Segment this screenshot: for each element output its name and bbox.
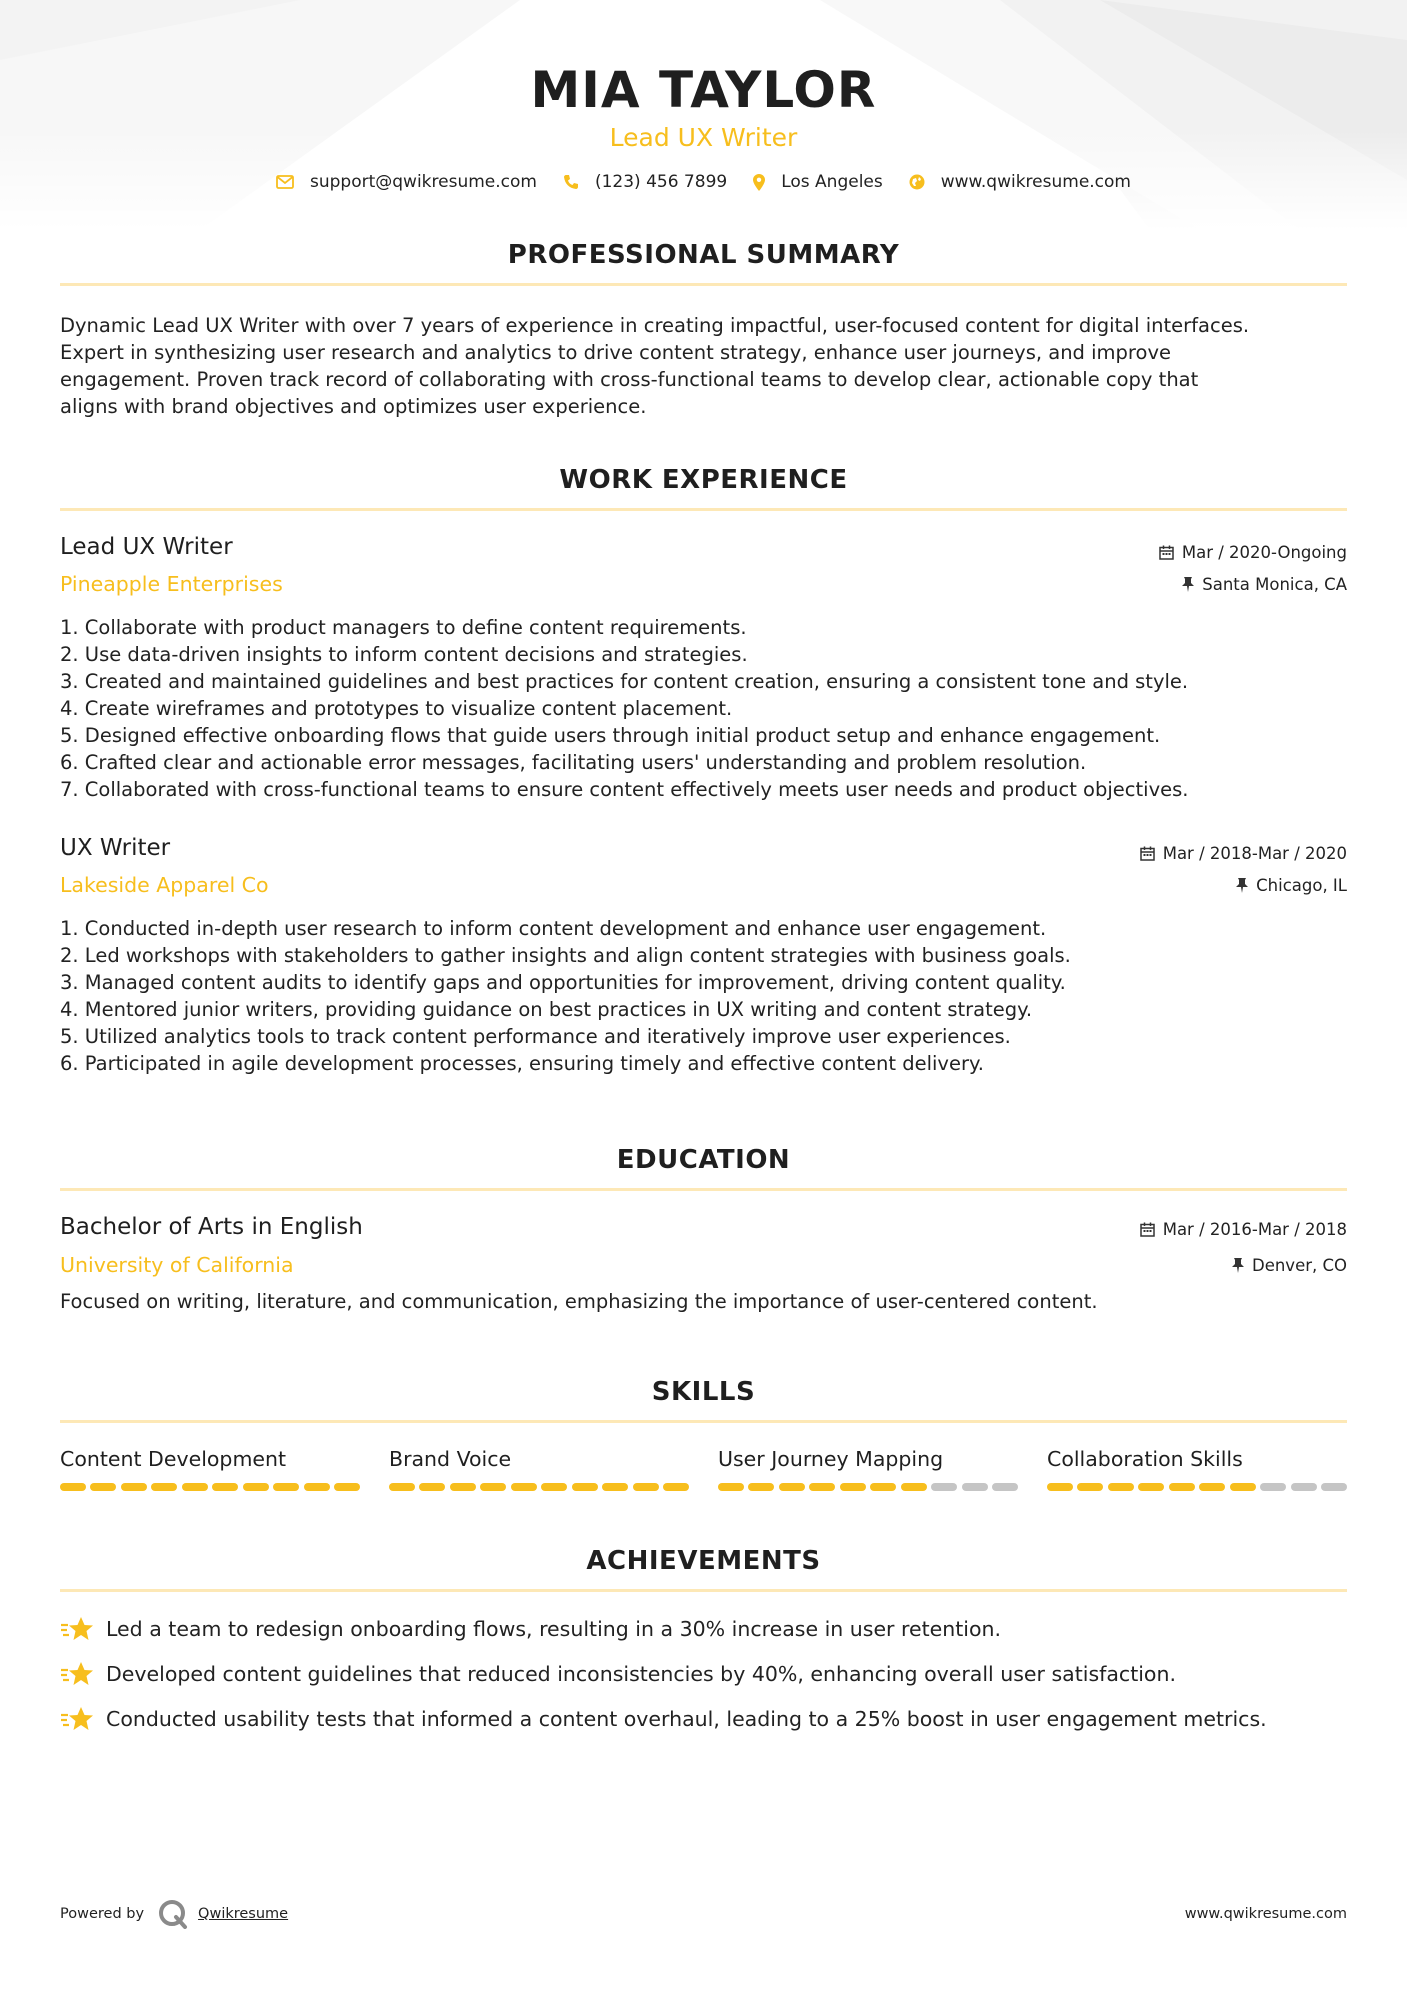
education-location bbox=[1232, 1256, 1347, 1275]
achievement-text: Conducted usability tests that informed a content overhaul, leading to a 25% boost in user engagement metrics. bbox=[106, 1707, 1267, 1731]
star-achievement-icon bbox=[60, 1615, 94, 1643]
skill-rating-dot bbox=[1260, 1483, 1286, 1491]
pushpin-icon bbox=[1236, 878, 1248, 893]
skill-rating-dot bbox=[809, 1483, 835, 1491]
skill-rating-dot bbox=[1169, 1483, 1195, 1491]
summary-heading: PROFESSIONAL SUMMARY bbox=[507, 240, 900, 270]
skill-rating-dot bbox=[1291, 1483, 1317, 1491]
calendar-icon bbox=[1140, 846, 1155, 861]
phone-text: (123) 456 7899 bbox=[594, 172, 728, 192]
job-location-text: Santa Monica, CA bbox=[1202, 575, 1347, 594]
skill-rating-dot bbox=[931, 1483, 957, 1491]
list-item: 7. Collaborated with cross-functional teams to ensure content effectively meets user needs and product objectives. bbox=[60, 778, 1189, 801]
skill-rating-dot bbox=[450, 1483, 476, 1491]
website-text: www.qwikresume.com bbox=[940, 172, 1131, 192]
skills-heading: SKILLS bbox=[651, 1377, 756, 1407]
footer-website-link[interactable]: www.qwikresume.com bbox=[1184, 1906, 1347, 1922]
skill-rating-dot bbox=[1230, 1483, 1256, 1491]
star-achievement-icon bbox=[60, 1705, 94, 1733]
qwikresume-logo-icon bbox=[158, 1899, 188, 1929]
skill-rating bbox=[389, 1483, 689, 1491]
job-dates-text: Mar / 2020-Ongoing bbox=[1181, 543, 1347, 562]
job-location-text: Chicago, IL bbox=[1256, 876, 1347, 895]
achievement-text: Led a team to redesign onboarding flows, resulting in a 30% increase in user retention. bbox=[106, 1617, 1002, 1641]
skill-rating-dot bbox=[90, 1483, 116, 1491]
education-description: Focused on writing, literature, and communication, emphasizing the importance of user-centered content. bbox=[60, 1290, 1098, 1313]
experience-heading: WORK EXPERIENCE bbox=[559, 465, 848, 495]
skill-rating-dot bbox=[901, 1483, 927, 1491]
email-icon bbox=[276, 175, 294, 189]
job-dates bbox=[1140, 844, 1347, 863]
contact-location bbox=[753, 172, 883, 192]
skill-rating-dot bbox=[511, 1483, 537, 1491]
map-pin-icon bbox=[753, 174, 765, 191]
summary-divider bbox=[60, 283, 1347, 286]
candidate-name: MIA TAYLOR bbox=[530, 61, 877, 119]
skill-name: Brand Voice bbox=[389, 1447, 512, 1471]
skill-item bbox=[389, 1446, 689, 1491]
list-item: 4. Mentored junior writers, providing guidance on best practices in UX writing and content strategy. bbox=[60, 998, 1033, 1021]
summary-text bbox=[60, 312, 1347, 420]
education-location-text: Denver, CO bbox=[1251, 1256, 1347, 1275]
job-location bbox=[1182, 575, 1347, 594]
list-item: 4. Create wireframes and prototypes to visualize content placement. bbox=[60, 697, 733, 720]
education-heading: EDUCATION bbox=[616, 1145, 791, 1175]
job-responsibilities bbox=[60, 614, 1347, 803]
skill-rating-dot bbox=[870, 1483, 896, 1491]
skill-rating-dot bbox=[541, 1483, 567, 1491]
contact-bar bbox=[0, 172, 1407, 192]
skill-rating-dot bbox=[748, 1483, 774, 1491]
skill-rating-dot bbox=[1321, 1483, 1347, 1491]
globe-icon bbox=[909, 174, 925, 190]
skill-item bbox=[60, 1446, 360, 1491]
achievement-item bbox=[60, 1705, 1347, 1733]
skill-rating-dot bbox=[1108, 1483, 1134, 1491]
company-name: Lakeside Apparel Co bbox=[60, 873, 269, 897]
skill-rating-dot bbox=[840, 1483, 866, 1491]
star-achievement-icon bbox=[60, 1660, 94, 1688]
list-item: 5. Designed effective onboarding flows that guide users through initial product setup and enhance engagement. bbox=[60, 724, 1161, 747]
skill-rating-dot bbox=[992, 1483, 1018, 1491]
skill-rating-dot bbox=[243, 1483, 269, 1491]
list-item: 1. Conducted in-depth user research to inform content development and enhance user engagement. bbox=[60, 917, 1047, 940]
calendar-icon bbox=[1159, 545, 1174, 560]
skill-rating-dot bbox=[182, 1483, 208, 1491]
skills-list bbox=[60, 1446, 1347, 1491]
skill-rating-dot bbox=[633, 1483, 659, 1491]
skill-rating-dot bbox=[602, 1483, 628, 1491]
list-item: 2. Led workshops with stakeholders to gather insights and align content strategies with business goals. bbox=[60, 944, 1071, 967]
list-item: 5. Utilized analytics tools to track content performance and iteratively improve user experiences. bbox=[60, 1025, 1011, 1048]
skill-rating-dot bbox=[718, 1483, 744, 1491]
list-item: 3. Created and maintained guidelines and best practices for content creation, ensuring a consistent tone and style. bbox=[60, 670, 1189, 693]
qwikresume-link[interactable]: Qwikresume bbox=[198, 1906, 289, 1922]
list-item: 6. Participated in agile development processes, ensuring timely and effective content delivery. bbox=[60, 1052, 984, 1075]
achievement-item bbox=[60, 1615, 1347, 1643]
school-name: University of California bbox=[60, 1253, 294, 1277]
job-location bbox=[1236, 876, 1347, 895]
skill-rating-dot bbox=[962, 1483, 988, 1491]
job-dates bbox=[1159, 543, 1347, 562]
skill-rating-dot bbox=[389, 1483, 415, 1491]
phone-icon bbox=[563, 174, 579, 190]
skill-name: Collaboration Skills bbox=[1047, 1447, 1243, 1471]
skill-rating-dot bbox=[273, 1483, 299, 1491]
skill-rating bbox=[1047, 1483, 1347, 1491]
skill-rating-dot bbox=[1138, 1483, 1164, 1491]
skill-rating bbox=[60, 1483, 360, 1491]
summary-line: aligns with brand objectives and optimizes user experience. bbox=[60, 395, 647, 418]
skill-rating-dot bbox=[1199, 1483, 1225, 1491]
achievement-item bbox=[60, 1660, 1347, 1688]
skill-rating-dot bbox=[572, 1483, 598, 1491]
skill-item bbox=[718, 1446, 1018, 1491]
pushpin-icon bbox=[1232, 1258, 1244, 1273]
skills-divider bbox=[60, 1420, 1347, 1423]
skill-rating-dot bbox=[480, 1483, 506, 1491]
list-item: 1. Collaborate with product managers to define content requirements. bbox=[60, 616, 747, 639]
summary-line: engagement. Proven track record of collaborating with cross-functional teams to develop clear, actionable copy that bbox=[60, 368, 1199, 391]
achievements-heading: ACHIEVEMENTS bbox=[586, 1546, 821, 1576]
summary-line: Expert in synthesizing user research and analytics to drive content strategy, enhance user journeys, and improve bbox=[60, 341, 1171, 364]
degree-title: Bachelor of Arts in English bbox=[60, 1214, 363, 1240]
footer-powered-by bbox=[60, 1899, 288, 1929]
skill-name: User Journey Mapping bbox=[718, 1447, 944, 1471]
job-dates-text: Mar / 2018-Mar / 2020 bbox=[1162, 844, 1347, 863]
job-title: UX Writer bbox=[60, 835, 171, 861]
skill-rating-dot bbox=[151, 1483, 177, 1491]
skill-rating-dot bbox=[419, 1483, 445, 1491]
achievements-divider bbox=[60, 1589, 1347, 1592]
summary-line: Dynamic Lead UX Writer with over 7 years of experience in creating impactful, user-focused content for digital interfaces. bbox=[60, 314, 1250, 337]
skill-rating-dot bbox=[304, 1483, 330, 1491]
contact-phone[interactable] bbox=[563, 172, 727, 192]
pushpin-icon bbox=[1182, 577, 1194, 592]
company-name: Pineapple Enterprises bbox=[60, 572, 283, 596]
education-dates-text: Mar / 2016-Mar / 2018 bbox=[1162, 1220, 1347, 1239]
skill-rating-dot bbox=[779, 1483, 805, 1491]
list-item: 3. Managed content audits to identify gaps and opportunities for improvement, driving content quality. bbox=[60, 971, 1066, 994]
list-item: 2. Use data-driven insights to inform content decisions and strategies. bbox=[60, 643, 748, 666]
experience-divider bbox=[60, 508, 1347, 511]
list-item: 6. Crafted clear and actionable error messages, facilitating users' understanding and problem resolution. bbox=[60, 751, 1087, 774]
powered-by-label: Powered by bbox=[60, 1906, 145, 1922]
job-responsibilities bbox=[60, 915, 1347, 1077]
education-dates bbox=[1140, 1220, 1347, 1239]
skill-item bbox=[1047, 1446, 1347, 1491]
location-text: Los Angeles bbox=[781, 172, 883, 192]
skill-rating-dot bbox=[60, 1483, 86, 1491]
achievement-text: Developed content guidelines that reduced inconsistencies by 40%, enhancing overall user satisfaction. bbox=[106, 1662, 1176, 1686]
calendar-icon bbox=[1140, 1222, 1155, 1237]
skill-rating bbox=[718, 1483, 1018, 1491]
email-text: support@qwikresume.com bbox=[310, 172, 537, 192]
resume-header bbox=[0, 60, 1407, 154]
skill-name: Content Development bbox=[60, 1447, 287, 1471]
skill-rating-dot bbox=[1047, 1483, 1073, 1491]
skill-rating-dot bbox=[1077, 1483, 1103, 1491]
skill-rating-dot bbox=[212, 1483, 238, 1491]
job-title: Lead UX Writer bbox=[60, 534, 233, 560]
skill-rating-dot bbox=[663, 1483, 689, 1491]
contact-website[interactable] bbox=[909, 172, 1131, 192]
skill-rating-dot bbox=[334, 1483, 360, 1491]
candidate-title: Lead UX Writer bbox=[609, 123, 798, 152]
skill-rating-dot bbox=[121, 1483, 147, 1491]
education-divider bbox=[60, 1188, 1347, 1191]
contact-email[interactable] bbox=[276, 172, 537, 192]
